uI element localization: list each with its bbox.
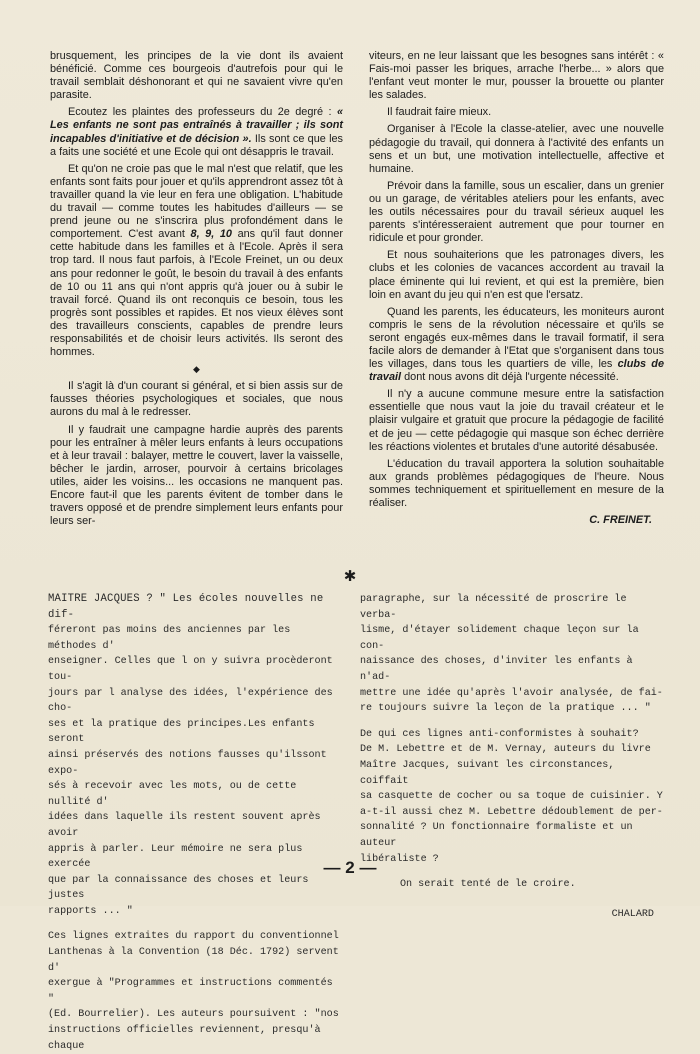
typed-line: jours par l analyse des idées, l'expérience des cho-: [48, 687, 333, 715]
typed-line: De qui ces lignes anti-conformistes à souhait?: [360, 728, 639, 740]
page-number: — 2 —: [323, 858, 377, 877]
typed-line: De M. Lebettre et de M. Vernay, auteurs du livre: [360, 744, 651, 756]
typed-line: que par la connaissance des choses et leurs justes: [48, 874, 309, 902]
paragraph: Quand les parents, les éducateurs, les moniteurs auront compris le sens de la révolution nécessaire et qu'ils se seront engagés eux-mêmes dans le travail formatif, il sera facile alors de demander à l'Etat que s'organisent dans tous les villages, dans tous les quartiers de ville, les clubs de travail dont nous avons dit déjà l'urgente nécessité.: [369, 305, 665, 384]
typed-line: sés à recevoir avec les mots, ou de cette nullité d': [48, 781, 297, 808]
typed-line: féreront pas moins des anciennes par les méthodes d': [48, 625, 291, 652]
paragraph: Et nous souhaiterions que les patronages divers, les clubs et les colonies de vacances accordent au travail la place éminente qui lui revient, et qui est la première, bien loin en avant du jeu qui n'en est que l'ersatz.: [369, 249, 664, 301]
article-column-right: [369, 50, 664, 531]
paragraph: Il y faudrait une campagne hardie auprès des parents pour les entraîner à mêler leurs enfants à leurs occupations et à leur travail : balayer, mettre le couvert, laver la vaisselle, bêcher le jardin, arroser, pourvoir à certains bricolages utiles, aider les voisins... les occasions ne manquent pas. Encore faut-il que les parents évitent de tomber dans le travers opposé et de prendre simplement leurs enfants pour leurs ser-: [50, 423, 343, 528]
paragraph: L'éducation du travail apportera la solution souhaitable aux grands problèmes pédagogiques de l'heure. Nous sommes techniquement et spirituellement en mesure de la réaliser.: [369, 457, 664, 509]
typed-signature: CHALARD: [611, 908, 654, 920]
typed-line: sonnalité ? Un fonctionnaire formaliste et un auteur: [360, 822, 633, 849]
paragraph: Ecoutez les plaintes des professeurs du 2e degré : « Les enfants ne sont pas entraînés à travailler ; ils sont incapables d'initiative et de décision ». Ils sont ce que les a faits une société et une Ecole qui ont désappris le travail.: [50, 106, 343, 158]
typed-line: instructions officielles reviennent, presqu'à chaque: [48, 1025, 321, 1052]
paragraph: Prévoir dans la famille, sous un escalier, dans un grenier ou un garage, de véritables ateliers pour les enfants, avec les outils nécessaires pour du travail sérieux auquel les parents s'intéresseraient autrement que pour tourner en ridicule et pour gronder.: [369, 179, 664, 245]
typed-line: MAITRE JACQUES ? " Les écoles nouvelles ne dif-: [48, 593, 324, 621]
typed-line: On serait tenté de le croire.: [400, 879, 576, 891]
typed-line: Ces lignes extraites du rapport du conventionnel: [48, 931, 339, 943]
diamond-separator: ◆: [193, 364, 200, 375]
article-column-left: [50, 50, 343, 532]
typed-line: naissance des choses, d'inviter les enfants à n'ad-: [360, 656, 633, 683]
typed-line: ses et la pratique des principes.Les enfants seront: [48, 718, 315, 746]
paragraph: Organiser à l'Ecole la classe-atelier, avec une nouvelle pédagogie du travail, qui donnera à l'activité des enfants un sens et un but, une motivation intellectuelle, affective et humaine.: [369, 123, 664, 175]
typed-line: re toujours suivre la leçon de la pratique ... ": [360, 703, 651, 715]
typed-line: sa casquette de cocher ou sa toque de cuisinier. Y: [360, 791, 663, 803]
emphasized-ages: 8, 9, 10: [190, 228, 232, 241]
typed-line: paragraphe, sur la nécessité de proscrire le verba-: [360, 594, 627, 621]
typed-column-left: [48, 592, 344, 1054]
typed-line: appris à parler. Leur mémoire ne sera plus exercée: [48, 843, 303, 871]
typed-line: rapports ... ": [48, 905, 133, 917]
typed-line: enseigner. Celles que l on y suivra procèderont tou-: [48, 656, 333, 683]
typed-line: libéraliste ?: [360, 853, 439, 865]
emphasized-quote: « Les enfants ne sont pas entraînés à travailler ; ils sont incapables d'initiative et de décision ».: [50, 106, 343, 145]
paragraph: Il s'agit là d'un courant si général, et si bien assis sur de fausses théories psychologiques et sociales, que nous aurons du mal à le redresser.: [50, 380, 343, 419]
paragraph: Et qu'on ne croie pas que le mal n'est que relatif, que les enfants sont faits pour jouer et qu'ils apprendront assez tôt à travailler quand la vie leur en fera une obligation. L'habitude du travail — comme toutes les habitudes d'ailleurs — se prend jeune ou ne s'inscrira plus profondément dans le comportement. C'est avant 8, 9, 10 ans qu'il faut donner cette habitude dans les familles et à l'Ecole. Après il sera trop tard. Il nous faut parfois, à l'Ecole Freinet, un ou deux ans pour redonner le goût, le besoin du travail à des enfants de 10 ou 11 ans qui n'ont appris qu'à jouer ou à subir le travail forcé. Quand ils ont reconquis ce besoin, tous les progrès sont possibles et rapides. Et nos vieux élèves sont des travailleurs conscients, capables de prendre leurs responsabilités et de choisir leurs activités. Ils seront des hommes.: [50, 162, 343, 359]
paragraph: viteurs, en ne leur laissant que les besognes sans intérêt : « Fais-moi passer les briques, arrache l'herbe... » alors que l'enfant veut monter le mur, pousser la brouette ou planter les salades.: [369, 50, 664, 102]
typed-column-right: [360, 592, 664, 922]
typed-line: Lanthenas à la Convention (18 Déc. 1792) servent d': [48, 947, 339, 974]
typed-line: idées dans laquelle ils restent souvent après avoir: [48, 812, 321, 839]
paragraph: Il faudrait faire mieux.: [387, 106, 492, 119]
paragraph: Il n'y a aucune commune mesure entre la satisfaction essentielle que nous vaut la joie du travail créateur et le plaisir vulgaire et gratuit que procure la pédagogie de facilité et de jeu — cette pédagogie qui masque son échec derrière les réactions violentes et brutales d'une autorité désabusée.: [369, 388, 664, 453]
typed-line: exergue à "Programmes et instructions commentés ": [48, 978, 333, 1005]
typed-line: mettre une idée qu'après l'avoir analysée, de fai-: [360, 687, 663, 699]
asterisk-separator: ✱: [343, 567, 357, 585]
typed-line: Maître Jacques, suivant les circonstances, coiffait: [360, 759, 615, 787]
emphasized-clubs: clubs de travail: [369, 358, 665, 384]
author-signature: C. FREINET.: [589, 514, 652, 527]
typed-line: lisme, d'étayer solidement chaque leçon sur la con-: [360, 625, 639, 652]
paragraph: brusquement, les principes de la vie dont ils avaient bénéficié. Comme ces bourgeois d'autrefois pour qui le travail semblait déshonorant et qui ne savaient vivre qu'en parasite.: [50, 50, 343, 102]
typed-line: a-t-il aussi chez M. Lebettre dédoublement de per-: [360, 806, 663, 818]
typed-line: (Ed. Bourrelier). Les auteurs poursuivent : "nos: [48, 1009, 339, 1021]
typed-line: ainsi préservés des notions fausses qu'ilssont expo-: [48, 749, 327, 777]
